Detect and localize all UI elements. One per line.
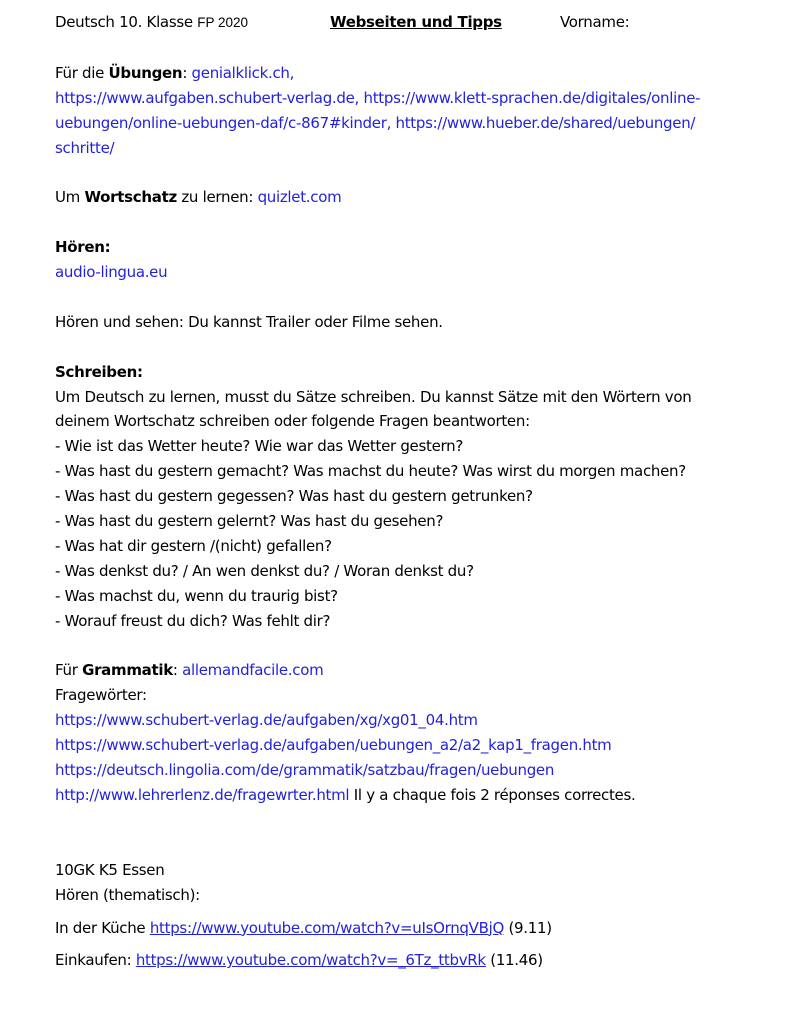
text-line — [55, 385, 750, 410]
text-line — [55, 86, 750, 111]
link-youtube-kueche[interactable]: https://www.youtube.com/watch?v=uIsOrnqVBjQ — [149, 918, 504, 937]
text-segment: 10GK K5 Essen — [55, 860, 165, 879]
text-segment: Für die — [55, 63, 109, 82]
text-line — [55, 733, 750, 758]
text-segment: - Worauf freust du dich? Was fehlt dir? — [55, 611, 331, 630]
text-line — [55, 758, 750, 783]
vorname-label: Vorname: — [560, 13, 630, 31]
text-segment: Hören und sehen: Du kannst Trailer oder Filme sehen. — [55, 312, 443, 331]
blank-line — [55, 36, 750, 61]
text-segment: Wortschatz — [84, 188, 177, 207]
text-line — [55, 136, 750, 161]
document-header — [55, 10, 750, 36]
course-name: Deutsch 10. Klasse — [55, 13, 193, 31]
text-segment: - Was hast du gestern gemacht? Was machst du heute? Was wirst du morgen machen? — [55, 462, 686, 481]
text-line — [55, 683, 750, 708]
text-segment: In der Küche — [55, 918, 150, 937]
link-allemandfacile[interactable]: allemandfacile.com — [182, 661, 324, 680]
text-line — [55, 708, 750, 733]
page-title: Webseiten und Tipps — [330, 13, 502, 31]
text-line — [55, 409, 750, 434]
text-line — [55, 883, 750, 908]
link-hueber-part1[interactable]: https://www.hueber.de/shared/uebungen/ — [395, 113, 696, 132]
blank-line — [55, 634, 750, 659]
text-segment: Um — [55, 188, 85, 207]
text-line — [55, 235, 750, 260]
text-line — [55, 360, 750, 385]
text-segment: deinem Wortschatz schreiben oder folgende Fragen beantworten: — [55, 412, 530, 431]
text-segment: Um Deutsch zu lernen, musst du Sätze schreiben. Du kannst Sätze mit den Wörtern von — [55, 387, 692, 406]
blank-line — [55, 335, 750, 360]
blank-line — [55, 210, 750, 235]
link-quizlet[interactable]: quizlet.com — [257, 188, 342, 207]
text-line — [55, 559, 750, 584]
text-line — [55, 260, 750, 285]
text-line — [55, 434, 750, 459]
text-segment: Fragewörter: — [55, 686, 147, 705]
text-segment: Für — [55, 661, 83, 680]
text-line — [55, 783, 750, 808]
text-line — [55, 584, 750, 609]
course-suffix: FP 2020 — [197, 15, 249, 30]
text-line — [55, 61, 750, 86]
text-line — [55, 509, 750, 534]
text-line — [55, 658, 750, 683]
text-segment: (11.46) — [485, 951, 543, 970]
text-segment: Il y a chaque fois 2 réponses correctes. — [349, 786, 636, 804]
text-segment: - Was hast du gestern gelernt? Was hast du gesehen? — [55, 512, 444, 531]
text-line — [55, 534, 750, 559]
blank-line — [55, 160, 750, 185]
text-segment: Schreiben: — [55, 362, 143, 381]
blank-line — [55, 285, 750, 310]
blank-line — [55, 808, 750, 833]
text-segment: : — [172, 661, 183, 680]
link-genialklick[interactable]: genialklick.ch, — [191, 63, 295, 82]
link-hueber-part2[interactable]: schritte/ — [55, 138, 115, 157]
text-line — [55, 310, 750, 335]
document-body — [55, 36, 750, 973]
text-segment: Hören (thematisch): — [55, 885, 200, 904]
text-line — [55, 111, 750, 136]
text-line — [55, 185, 750, 210]
text-line — [55, 916, 750, 941]
text-segment: - Was hast du gestern gegessen? Was hast du gestern getrunken? — [55, 487, 533, 506]
link-audio-lingua[interactable]: audio-lingua.eu — [55, 263, 168, 282]
text-segment: Grammatik — [82, 661, 173, 680]
text-segment: zu lernen: — [176, 188, 258, 207]
text-segment: Einkaufen: — [55, 951, 136, 970]
text-line — [55, 484, 750, 509]
course-label — [55, 10, 330, 36]
text-segment: - Was denkst du? / An wen denkst du? / Woran denkst du? — [55, 561, 474, 580]
link-lehrerlenz[interactable]: http://www.lehrerlenz.de/fragewrter.html — [55, 786, 350, 804]
text-segment: - Was hat dir gestern /(nicht) gefallen? — [55, 536, 332, 555]
text-segment: : — [182, 63, 192, 82]
text-line — [55, 858, 750, 883]
blank-line — [55, 833, 750, 858]
text-segment: (9.11) — [503, 918, 552, 937]
text-line — [55, 459, 750, 484]
link-youtube-einkaufen[interactable]: https://www.youtube.com/watch?v=_6Tz_ttbvRk — [135, 951, 486, 970]
link-schubert-a2-kap1[interactable]: https://www.schubert-verlag.de/aufgaben/uebungen_a2/a2_kap1_fragen.htm — [55, 736, 612, 755]
link-klett-sprachen-part1[interactable]: https://www.klett-sprachen.de/digitales/online- — [363, 88, 701, 107]
text-segment: Übungen — [108, 63, 183, 82]
text-segment: Hören: — [55, 238, 111, 257]
text-line — [55, 948, 750, 973]
text-segment: - Wie ist das Wetter heute? Wie war das Wetter gestern? — [55, 437, 463, 456]
link-klett-sprachen-part2[interactable]: uebungen/online-uebungen-daf/c-867#kinder, — [55, 113, 396, 132]
link-schubert-xg01[interactable]: https://www.schubert-verlag.de/aufgaben/xg/xg01_04.htm — [55, 711, 478, 730]
text-line — [55, 609, 750, 634]
link-schubert-verlag[interactable]: https://www.aufgaben.schubert-verlag.de, — [55, 88, 364, 107]
text-segment: - Was machst du, wenn du traurig bist? — [55, 586, 338, 605]
link-lingolia[interactable]: https://deutsch.lingolia.com/de/grammatik/satzbau/fragen/uebungen — [55, 761, 555, 780]
